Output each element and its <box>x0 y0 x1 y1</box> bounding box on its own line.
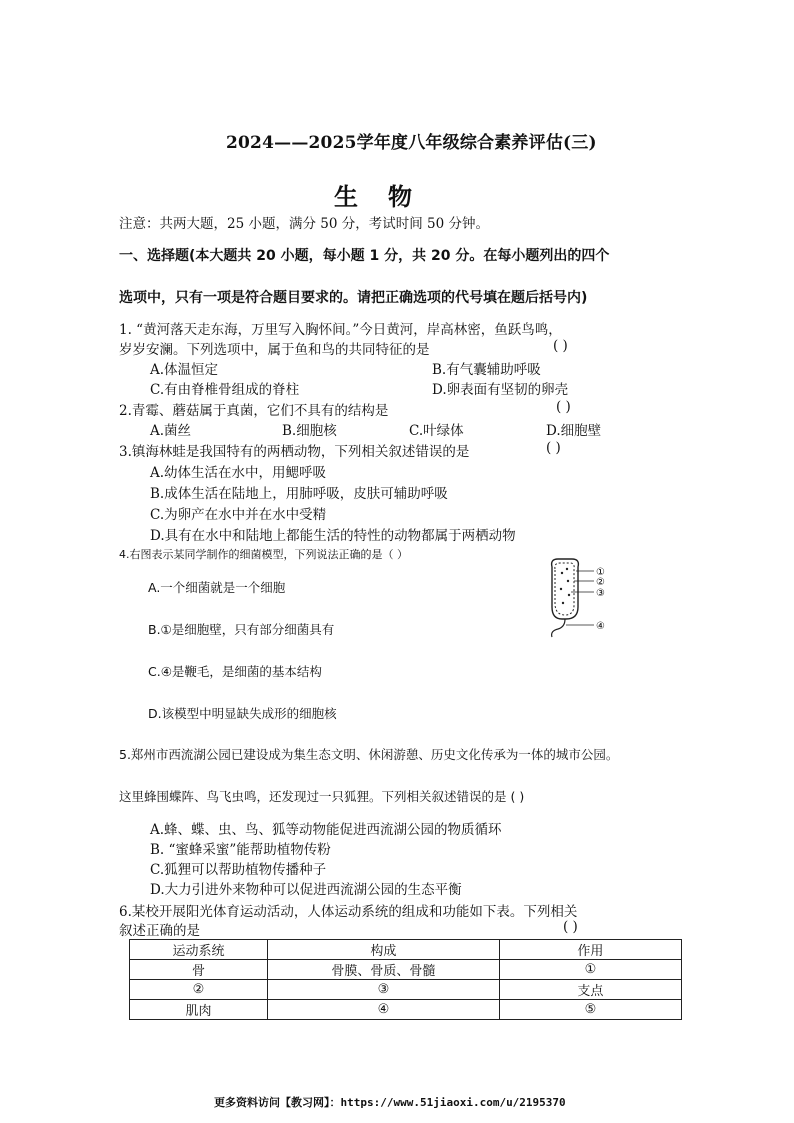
q6-stem-line1: 6.某校开展阳光体育运动活动，人体运动系统的组成和功能如下表。下列相关 <box>119 904 578 920</box>
q1-stem-line1: 1. “黄河落天走东海，万里写入胸怀间。”今日黄河，岸高林密，鱼跃鸟鸣， <box>119 322 562 338</box>
table-row <box>130 960 682 980</box>
q2-option-c: C.叶绿体 <box>409 423 464 439</box>
q1-option-d: D.卵表面有坚韧的卵壳 <box>432 382 569 398</box>
table-row <box>130 980 682 1000</box>
table-header-cell: 构成 <box>268 940 500 960</box>
table-cell: 肌肉 <box>130 1000 268 1020</box>
q3-answer-paren: ( ) <box>546 440 561 456</box>
diagram-label-1: ① <box>596 567 605 578</box>
q2-option-b: B.细胞核 <box>282 423 337 439</box>
q1-stem-line2: 岁岁安澜。下列选项中，属于鱼和鸟的共同特征的是 <box>119 342 430 358</box>
q1-answer-paren: ( ) <box>553 338 568 354</box>
q1-option-c: C.有由脊椎骨组成的脊柱 <box>150 382 300 398</box>
q4-option-c: C.④是鞭毛，是细菌的基本结构 <box>148 664 322 679</box>
table-cell: 骨膜、骨质、骨髓 <box>268 960 500 980</box>
q6-stem-line2: 叙述正确的是 <box>119 923 200 939</box>
q2-option-a: A.菌丝 <box>150 423 192 439</box>
q2-stem: 2.青霉、蘑菇属于真菌，它们不具有的结构是 <box>119 403 389 419</box>
motion-system-table <box>129 939 682 1020</box>
q3-option-c: C.为卵产在水中并在水中受精 <box>150 507 327 523</box>
subject-title: 生物 <box>334 182 442 211</box>
table-header-row <box>130 940 682 960</box>
q5-option-a: A.蜂、蝶、虫、鸟、狐等动物能促进西流湖公园的物质循环 <box>150 822 502 838</box>
q1-option-a: A.体温恒定 <box>150 362 219 378</box>
table-cell: ③ <box>268 980 500 1000</box>
q2-answer-paren: ( ) <box>556 399 571 415</box>
section-heading-line1: 一、选择题(本大题共 20 小题，每小题 1 分，共 20 分。在每小题列出的四个 <box>119 248 610 264</box>
exam-note: 注意：共两大题，25 小题，满分 50 分，考试时间 50 分钟。 <box>119 216 489 232</box>
table-cell: ⑤ <box>499 1000 681 1020</box>
footer-link[interactable]: 更多资料访问【教习网】：https://www.51jiaoxi.com/u/2195370 <box>214 1096 566 1109</box>
table-header-cell: 运动系统 <box>130 940 268 960</box>
table-cell: 骨 <box>130 960 268 980</box>
q4-option-b: B.①是细胞壁，只有部分细菌具有 <box>148 622 335 637</box>
q1-option-b: B.有气囊辅助呼吸 <box>432 362 541 378</box>
diagram-label-4: ④ <box>596 621 605 632</box>
q3-option-a: A.幼体生活在水中，用鳃呼吸 <box>150 465 327 481</box>
q4-option-d: D.该模型中明显缺失成形的细胞核 <box>148 706 337 721</box>
table-cell: ④ <box>268 1000 500 1020</box>
section-heading-line2: 选项中，只有一项是符合题目要求的。请把正确选项的代号填在题后括号内) <box>119 290 588 306</box>
q5-option-d: D.大力引进外来物种可以促进西流湖公园的生态平衡 <box>150 882 462 898</box>
diagram-label-2: ② <box>596 577 605 588</box>
q5-option-b: B. “蜜蜂采蜜”能帮助植物传粉 <box>150 842 331 858</box>
q4-stem: 4.右图表示某同学制作的细菌模型，下列说法正确的是（ ） <box>119 548 408 561</box>
table-row <box>130 1000 682 1020</box>
q5-option-c: C.狐狸可以帮助植物传播种子 <box>150 862 327 878</box>
q2-option-d: D.细胞壁 <box>546 423 602 439</box>
q3-stem: 3.镇海林蛙是我国特有的两栖动物，下列相关叙述错误的是 <box>119 444 470 460</box>
table-header-cell: 作用 <box>499 940 681 960</box>
table-cell: ① <box>499 960 681 980</box>
q3-option-b: B.成体生活在陆地上，用肺呼吸，皮肤可辅助呼吸 <box>150 486 448 502</box>
q5-stem-line2: 这里蜂围蝶阵、鸟飞虫鸣，还发现过一只狐狸。下列相关叙述错误的是 ( ) <box>119 789 525 804</box>
diagram-label-3: ③ <box>596 588 605 599</box>
bacterium-model-diagram <box>540 555 610 645</box>
exam-title: 2024——2025学年度八年级综合素养评估(三) <box>226 133 597 153</box>
q5-stem-line1: 5.郑州市西流湖公园已建设成为集生态文明、休闲游憩、历史文化传承为一体的城市公园。 <box>119 747 619 762</box>
q3-option-d: D.具有在水中和陆地上都能生活的特性的动物都属于两栖动物 <box>150 528 516 544</box>
table-cell: ② <box>130 980 268 1000</box>
table-cell: 支点 <box>499 980 681 1000</box>
q6-answer-paren: ( ) <box>563 919 578 935</box>
q4-option-a: A.一个细菌就是一个细胞 <box>148 580 286 595</box>
